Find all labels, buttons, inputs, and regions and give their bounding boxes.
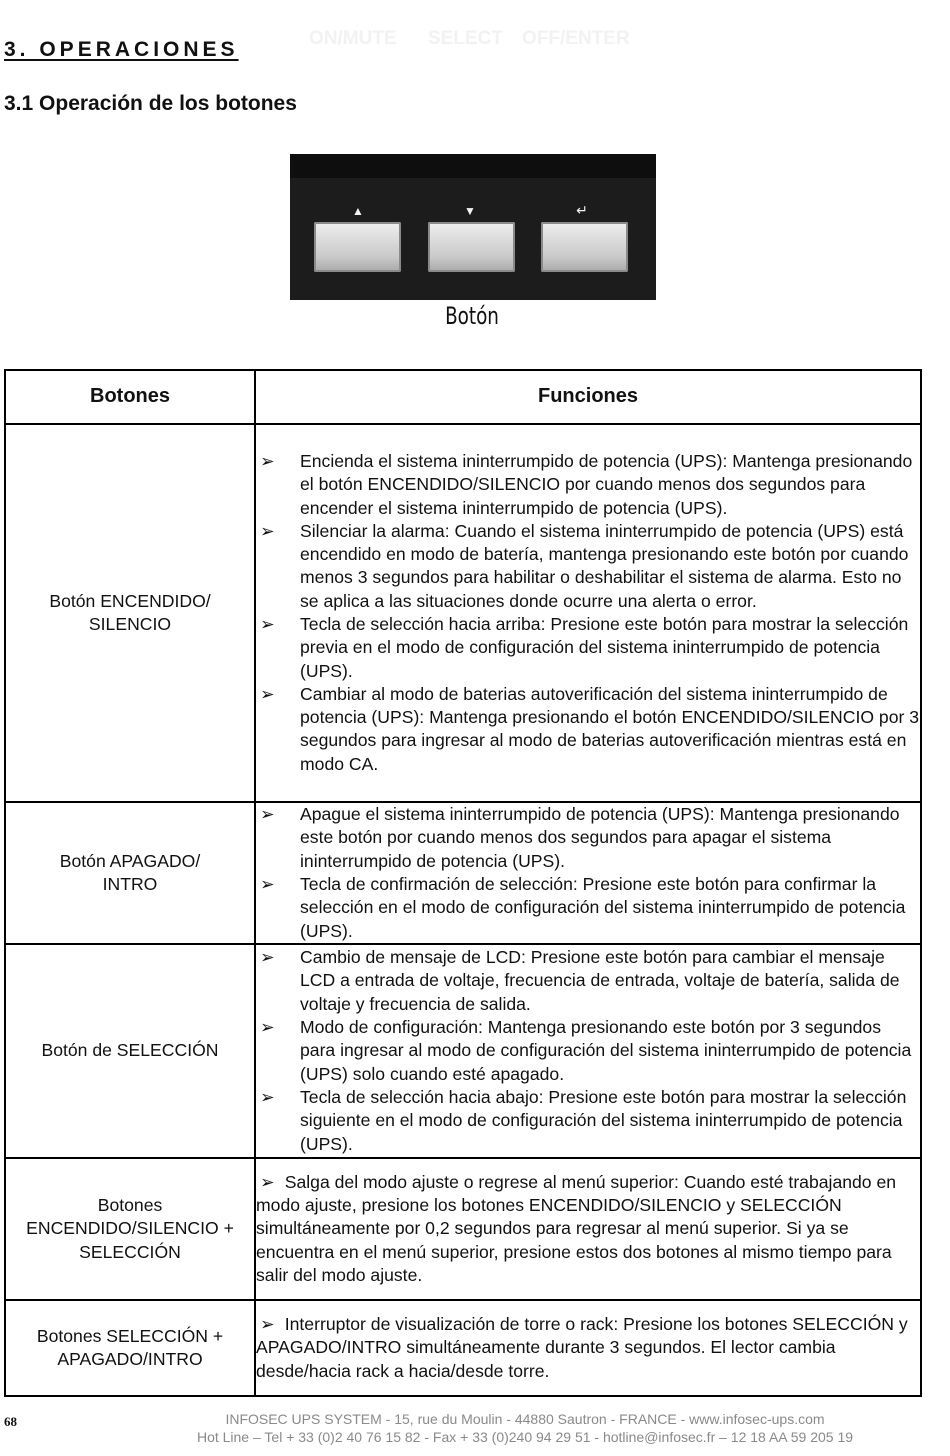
bullet-arrow-icon: ➢	[260, 1171, 275, 1192]
figure-caption: Botón	[445, 302, 499, 330]
header-buttons: Botones	[5, 370, 255, 424]
footer-line-address: INFOSEC UPS SYSTEM - 15, rue du Moulin - 44880 Sautron - FRANCE - www.infosec-ups.com	[225, 1411, 825, 1427]
button-name: Botón ENCENDIDO/ SILENCIO	[49, 590, 211, 634]
button-name: Botón APAGADO/ INTRO	[59, 850, 201, 894]
panel-top-strip	[290, 154, 656, 178]
header-functions: Funciones	[255, 370, 921, 424]
functions-cell	[255, 1158, 921, 1300]
bullet-arrow-icon: ➢	[260, 1086, 275, 1107]
footer-line-contact: Hot Line – Tel + 33 (0)2 40 76 15 82 - Fax + 33 (0)240 94 29 51 - hotline@infosec.fr – 12 18 AA 59 205 19	[196, 1429, 854, 1445]
bullet-arrow-icon: ➢	[260, 1017, 275, 1038]
section-title: 3. OPERACIONES	[4, 38, 239, 61]
button-cell	[5, 1300, 255, 1396]
functions-cell	[255, 944, 921, 1158]
function-item: ➢ Silenciar la alarma: Cuando el sistema ininterrumpido de potencia (UPS) está encendido en modo de batería, mantenga presionando este botón por cuando menos 3 segundos para habilitar o deshabilitar el sistema de alarma. Esto no se aplica a las situaciones donde ocurre una alerta o error.	[260, 520, 909, 611]
table-header-row	[5, 370, 921, 424]
panel-label-off-enter: OFF/ENTER	[522, 28, 630, 49]
bullet-arrow-icon: ➢	[260, 614, 275, 634]
panel-key-on-mute	[314, 222, 401, 272]
function-item: ➢ Tecla de selección hacia arriba: Presione este botón para mostrar la selección previa en el modo de configuración del sistema ininterrumpido de potencia (UPS).	[260, 614, 909, 681]
table-row	[5, 802, 921, 944]
panel-key-select	[428, 222, 515, 272]
bullet-arrow-icon: ➢	[260, 520, 275, 541]
page-number: 68	[4, 1414, 17, 1429]
functions-cell	[255, 424, 921, 802]
functions-cell	[255, 802, 921, 944]
function-item: ➢ Encienda el sistema ininterrumpido de potencia (UPS): Mantenga presionando el botón ENCENDIDO/SILENCIO por cuando menos dos segundos para encender el sistema ininterrumpido de potencia (UPS).	[260, 450, 913, 518]
up-arrow-icon: ▲	[352, 204, 364, 218]
button-name: Botón de SELECCIÓN	[41, 1040, 219, 1061]
table-row	[5, 1300, 921, 1396]
footer	[100, 1410, 950, 1446]
bullet-arrow-icon: ➢	[260, 683, 275, 704]
button-cell	[5, 802, 255, 944]
function-item: ➢ Cambiar al modo de baterias autoverificación del sistema ininterrumpido de potencia (UPS): Mantenga presionando el botón ENCENDIDO/SILENCIO por 3 segundos para ingresar al modo de baterias autoverificación mientras está en modo CA.	[260, 683, 920, 774]
function-item: ➢ Tecla de selección hacia abajo: Presione este botón para mostrar la selección siguiente en el modo de configuración del sistema ininterrumpido de potencia (UPS).	[260, 1086, 907, 1154]
function-item: ➢ Apague el sistema ininterrumpido de potencia (UPS): Mantenga presionando este botón por cuando menos dos segundos para apagar el sistema ininterrumpido de potencia (UPS).	[260, 804, 900, 871]
bullet-arrow-icon: ➢	[260, 1314, 275, 1335]
table-row	[5, 1158, 921, 1300]
function-item: ➢ Modo de configuración: Mantenga presionando este botón por 3 segundos para ingresar al modo de configuración del sistema ininterrumpido de potencia (UPS) solo cuando esté apagado.	[260, 1017, 912, 1084]
function-item: ➢ Tecla de confirmación de selección: Presione este botón para confirmar la selección en el modo de configuración del sistema ininterrumpido de potencia (UPS).	[260, 874, 906, 941]
bullet-arrow-icon: ➢	[260, 874, 275, 894]
bullet-arrow-icon: ➢	[260, 804, 275, 825]
function-item: ➢ Salga del modo ajuste o regrese al menú superior: Cuando esté trabajando en modo ajuste, presione los botones ENCENDIDO/SILENCIO y SELECCIÓN simultáneamente por 0,2 segundos para regresar al menú superior. Si ya se encuentra en el menú superior, presione estos dos botones al mismo tiempo para salir del modo ajuste.	[256, 1171, 897, 1285]
panel-label-select: SELECT	[428, 28, 503, 49]
down-arrow-icon: ▼	[464, 204, 476, 218]
bullet-arrow-icon: ➢	[260, 947, 275, 968]
panel-label-on-mute: ON/MUTE	[309, 28, 397, 49]
button-cell	[5, 1158, 255, 1300]
buttons-functions-table	[4, 369, 922, 1397]
subsection-title: 3.1 Operación de los botones	[4, 92, 297, 115]
button-cell	[5, 944, 255, 1158]
function-item: ➢ Interruptor de visualización de torre o rack: Presione los botones SELECCIÓN y APAGADO/INTRO simultáneamente durante 3 segundos. El lector cambia desde/hacia rack a hacia/desde torre.	[256, 1314, 908, 1381]
enter-icon: ↵	[576, 202, 588, 218]
table-row	[5, 424, 921, 802]
button-name: Botones SELECCIÓN + APAGADO/INTRO	[36, 1325, 224, 1369]
table-row	[5, 944, 921, 1158]
panel-key-off-enter	[541, 222, 628, 272]
bullet-arrow-icon: ➢	[260, 450, 275, 471]
button-name: Botones ENCENDIDO/SILENCIO + SELECCIÓN	[26, 1195, 234, 1262]
functions-cell	[255, 1300, 921, 1396]
button-cell	[5, 424, 255, 802]
function-item: ➢ Cambio de mensaje de LCD: Presione este botón para cambiar el mensaje LCD a entrada de voltaje, frecuencia de entrada, voltaje de batería, salida de voltaje y frecuencia de salida.	[260, 947, 900, 1014]
